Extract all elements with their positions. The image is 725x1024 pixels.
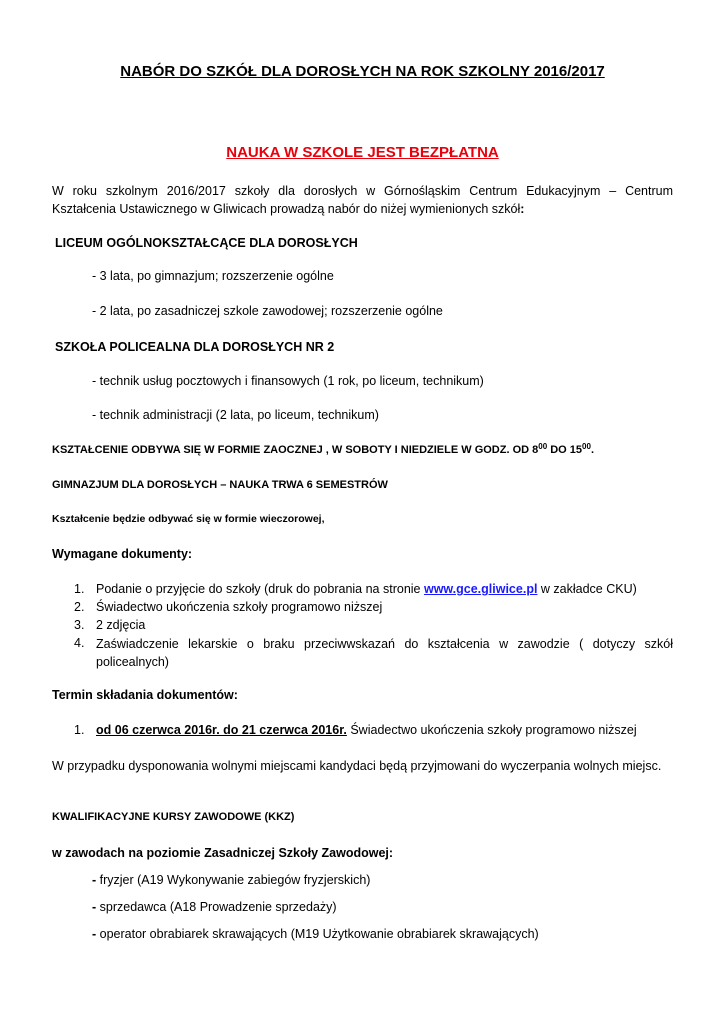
gim-note: Kształcenie będzie odbywać się w formie wieczorowej, <box>52 513 325 525</box>
document-item: 2 zdjęcia <box>96 618 146 632</box>
deadline-heading: Termin składania dokumentów: <box>52 688 238 702</box>
list-number: 4. <box>74 636 85 650</box>
hour-end-sup: 00 <box>582 442 591 451</box>
documents-heading: Wymagane dokumenty: <box>52 547 193 561</box>
education-form-mid: DO 15 <box>547 444 583 456</box>
gim-heading: GIMNAZJUM DLA DOROSŁYCH – NAUKA TRWA 6 SEMESTRÓW <box>52 479 388 491</box>
kkz-item <box>92 900 337 914</box>
document-item-text: Podanie o przyjęcie do szkoły (druk do pobrania na stronie <box>96 582 424 596</box>
gce-website-link[interactable]: www.gce.gliwice.pl <box>423 582 538 596</box>
kkz-heading: KWALIFIKACYJNE KURSY ZAWODOWE (KKZ) <box>52 811 295 823</box>
sp-item: - technik usług pocztowych i finansowych (1 rok, po liceum, technikum) <box>92 374 484 388</box>
list-number: 1. <box>74 723 85 737</box>
document-item-text: w zakładce CKU) <box>537 582 637 596</box>
free-education-heading: NAUKA W SZKOLE JEST BEZPŁATNA <box>226 144 499 161</box>
lo-item: - 2 lata, po zasadniczej szkole zawodowej; rozszerzenie ogólne <box>92 304 443 318</box>
list-number: 3. <box>74 618 85 632</box>
free-places-paragraph: W przypadku dysponowania wolnymi miejscami kandydaci będą przyjmowani do wyczerpania wolnych miejsc. <box>52 759 662 773</box>
document-item <box>96 582 637 596</box>
intro-paragraph <box>52 182 673 218</box>
kkz-item-text: operator obrabiarek skrawających (M19 Użytkowanie obrabiarek skrawających) <box>99 927 539 941</box>
intro-text: W roku szkolnym 2016/2017 szkoły dla dorosłych w Górnośląskim Centrum Edukacyjnym – Centrum Kształcenia Ustawicznego w Gliwicach prowadzą nabór do niżej wymienionych szkół <box>52 184 673 216</box>
document-item: Zaświadczenie lekarskie o braku przeciwwskazań do kształcenia w zawodzie ( dotyczy szkół policealnych) <box>96 637 673 669</box>
page-title: NABÓR DO SZKÓŁ DLA DOROSŁYCH NA ROK SZKOLNY 2016/2017 <box>120 63 605 80</box>
kkz-dash: - <box>92 873 100 887</box>
deadline-dates: od 06 czerwca 2016r. do 21 czerwca 2016r. <box>96 723 347 737</box>
education-form-end: . <box>590 444 594 456</box>
lo-heading: LICEUM OGÓLNOKSZTAŁCĄCE DLA DOROSŁYCH <box>55 236 358 250</box>
hour-start-sup: 00 <box>538 442 548 451</box>
kkz-dash: - <box>92 927 100 941</box>
sp-item: - technik administracji (2 lata, po liceum, technikum) <box>92 408 379 422</box>
list-number: 2. <box>74 600 85 614</box>
education-form-text: KSZTAŁCENIE ODBYWA SIĘ W FORMIE ZAOCZNEJ , W SOBOTY I NIEDZIELE W GODZ. OD 8 <box>52 444 539 456</box>
kkz-item-text: sprzedawca (A18 Prowadzenie sprzedaży) <box>99 900 337 914</box>
sp-heading: SZKOŁA POLICEALNA DLA DOROSŁYCH NR 2 <box>55 340 335 354</box>
list-number: 1. <box>74 582 85 596</box>
kkz-dash: - <box>92 900 100 914</box>
kkz-subheading: w zawodach na poziomie Zasadniczej Szkoły Zawodowej: <box>52 846 394 860</box>
intro-colon: : <box>520 202 525 216</box>
deadline-item <box>96 723 637 737</box>
education-form-line <box>52 444 594 456</box>
deadline-text: Świadectwo ukończenia szkoły programowo niższej <box>346 723 637 737</box>
document-item: Świadectwo ukończenia szkoły programowo niższej <box>96 600 383 614</box>
kkz-item <box>92 873 370 887</box>
lo-item: - 3 lata, po gimnazjum; rozszerzenie ogólne <box>92 269 334 283</box>
kkz-item <box>92 927 539 941</box>
kkz-item-text: fryzjer (A19 Wykonywanie zabiegów fryzjerskich) <box>99 873 371 887</box>
